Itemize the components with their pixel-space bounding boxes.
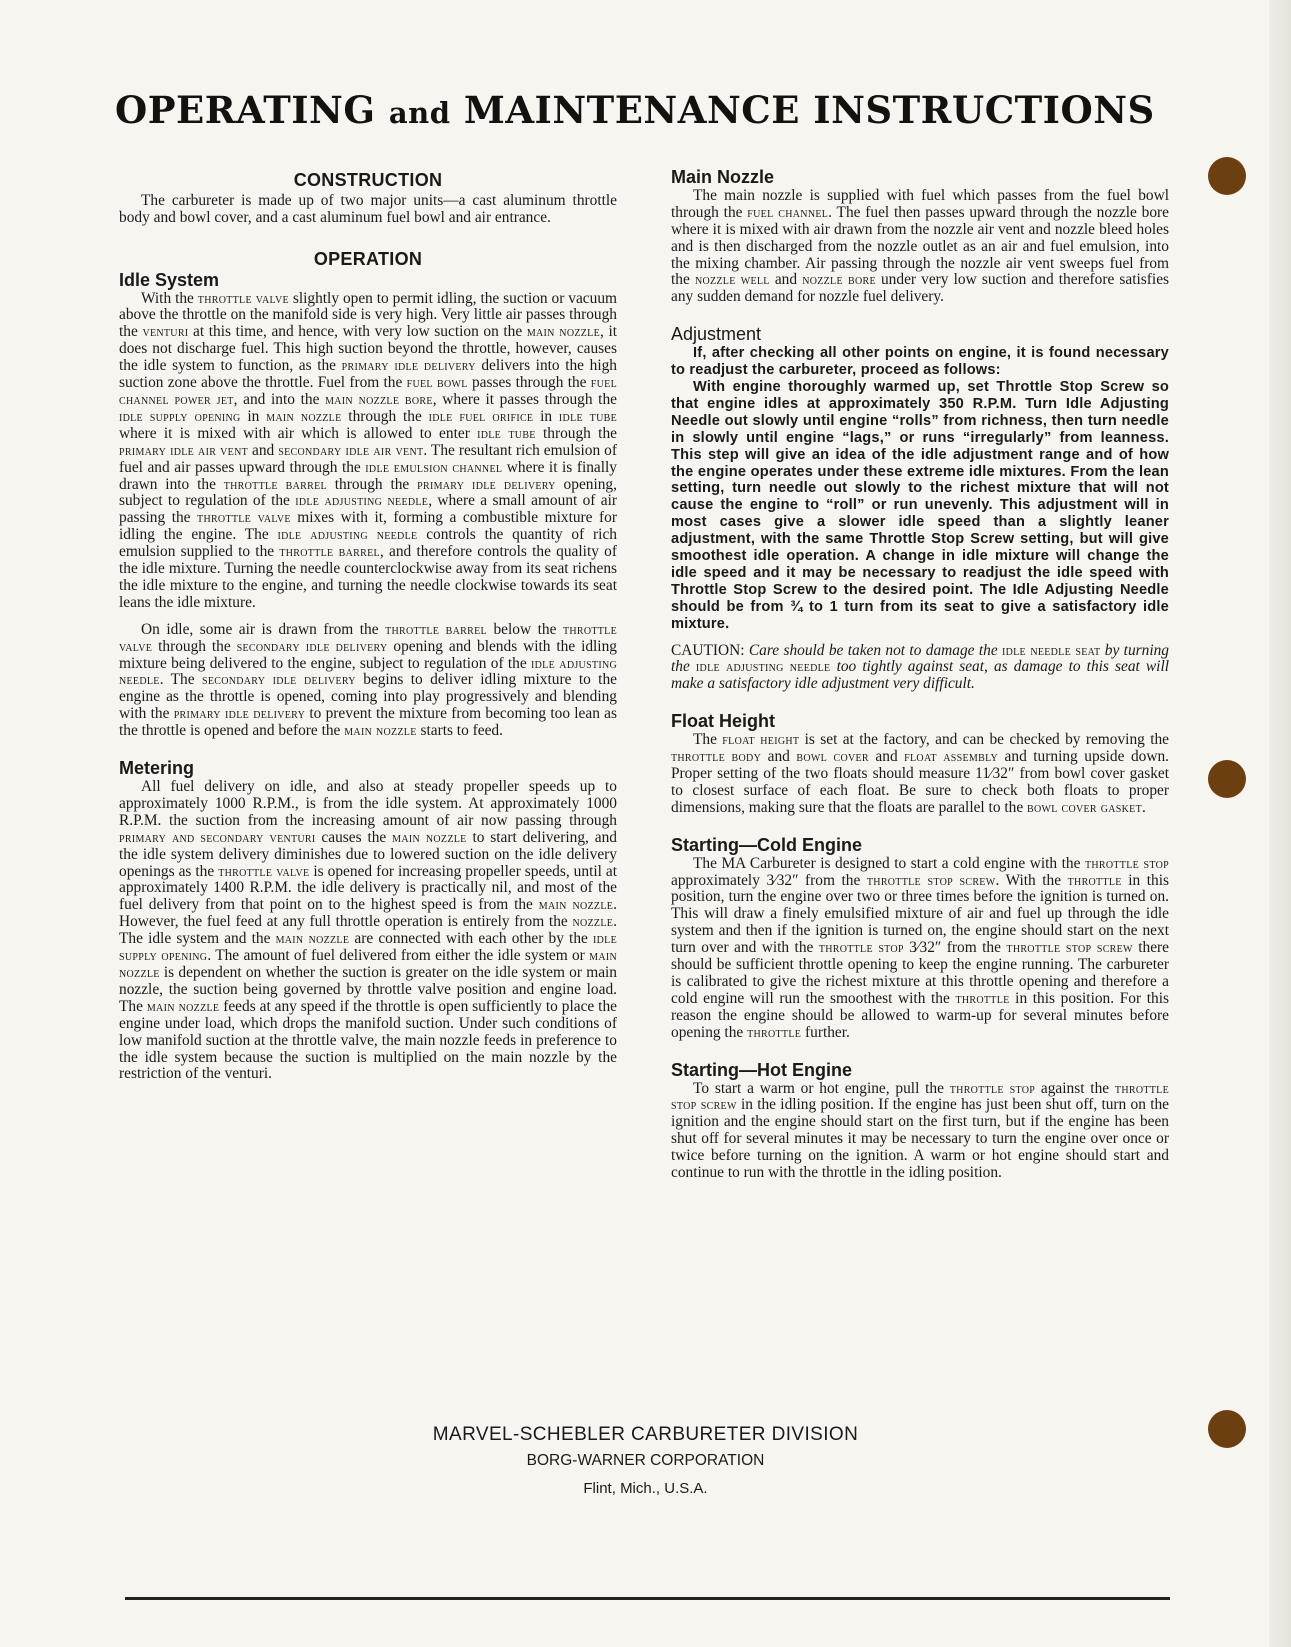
caution-note (671, 643, 1169, 694)
title-part-operating: OPERATING (115, 88, 376, 132)
punch-hole-icon (1208, 760, 1246, 798)
bottom-rule-divider (125, 1597, 1170, 1600)
footer-corporation: BORG-WARNER CORPORATION (526, 1452, 765, 1469)
idle-system-heading: Idle System (119, 269, 220, 290)
operation-heading: OPERATION (313, 248, 423, 269)
title-part-maintenance: MAINTENANCE INSTRUCTIONS (463, 88, 1155, 132)
construction-text: The carbureter is made up of two major units—a cast aluminum throttle body and bowl cover, and a cast aluminum fuel bowl and air entrance. (119, 191, 617, 226)
caution-text: Care should be taken not to damage the idle needle seat by turning the idle adjusting needle too tightly against seat, as damage to this seat will make a satisfactory idle adjustment very difficult. (671, 641, 1170, 693)
main-nozzle-heading: Main Nozzle (671, 167, 775, 187)
left-column (119, 168, 617, 1083)
starting-cold-heading: Starting—Cold Engine (671, 834, 862, 855)
punch-hole-icon (1208, 157, 1246, 195)
construction-heading: CONSTRUCTION (293, 170, 443, 190)
float-height-paragraph: The float height is set at the factory, and can be checked by removing the throttle body and bowl cover and float assembly and turning upside down. Proper setting of the two floats should measure 11⁄32″ from bowl cover gasket to closest surface of each float. Be sure to check both floats to proper dimensions, making sure that the floats are parallel to the bowl cover gasket. (671, 731, 1169, 816)
right-column (671, 169, 1169, 1182)
float-height-heading: Float Height (671, 711, 775, 732)
punch-hole-icon (1208, 1410, 1246, 1448)
adjustment-intro: If, after checking all other points on engine, it is found necessary to readjust the carbureter, proceed as follows: (671, 345, 1169, 379)
main-nozzle-paragraph: The main nozzle is supplied with fuel which passes from the fuel bowl through the fuel channel. The fuel then passes upward through the nozzle bore where it is mixed with air drawn from the nozzle air vent and nozzle bleed holes and is then discharged from the nozzle outlet as an air and fuel emulsion, into the mixing chamber. Air passing through the nozzle air vent sweeps fuel from the nozzle well and nozzle bore under very low suction and therefore satisfies any sudden demand for nozzle fuel delivery. (671, 186, 1170, 306)
metering-paragraph: All fuel delivery on idle, and also at steady propeller speeds up to approximately 1000 R.P.M., is from the idle system. At approximately 1000 R.P.M. the suction from the increasing amount of air now passing through primary and secondary venturi causes the main nozzle to start delivering, and the idle system delivery diminishes due to lowered suction on the idle delivery openings as the throttle valve is opened for increasing propeller speeds, until at approximately 1400 R.P.M. the idle delivery is practically nil, and most of the fuel delivery from that point on to the highest speed is from the main nozzle. However, the fuel feed at any full throttle operation is entirely from the nozzle. The idle system and the main nozzle are connected with each other by the idle supply opening. The amount of fuel delivered from either the idle system or main nozzle is dependent on whether the suction is greater on the idle system or main nozzle, the suction being governed by throttle valve position and engine load. The main nozzle feeds at any speed if the throttle is open sufficiently to place the engine under load, which drops the manifold suction. Under such conditions of low manifold suction at the throttle valve, the main nozzle feeds in preference to the idle system because the suction is multiplied on the main nozzle by the restriction of the venturi. (119, 778, 618, 1083)
adjustment-heading: Adjustment (671, 324, 762, 345)
caution-label: CAUTION: (671, 641, 745, 659)
adjustment-procedure: With engine thoroughly warmed up, set Throttle Stop Screw so that engine idles at approximately 350 R.P.M. Turn Idle Adjusting Needle out slowly until engine “rolls” from richness, then turn needle in slowly until engine “lags,” or runs “irregularly” from leanness. This step will give an idea of the idle adjustment range and of how the engine operates under these extreme idle mixtures. From the lean setting, turn needle out slowly to the richest mixture that will not cause the engine to “roll” or run unevenly. This adjustment will in most cases give a slower idle speed than a slightly leaner adjustment, with the same Throttle Stop Screw setting, but will give smoothest idle operation. A change in idle mixture will change the idle speed and it may be necessary to readjust the idle speed with Throttle Stop Screw to the desired point. The Idle Adjusting Needle should be from ¾ to 1 turn from its seat to give a satisfactory idle mixture. (671, 378, 1169, 632)
title-and: and (388, 96, 451, 130)
starting-hot-paragraph: To start a warm or hot engine, pull the throttle stop against the throttle stop screw in the idling position. If the engine has just been shut off, turn on the ignition and the engine should start on the first turn, but if the engine has been shut off for several minutes it may be necessary to turn the engine over once or twice before turning on the ignition. A warm or hot engine should start and continue to run with the throttle in the idling position. (671, 1079, 1169, 1182)
starting-cold-paragraph: The MA Carbureter is designed to start a cold engine with the throttle stop approximately 3⁄32″ from the throttle stop screw. With the throttle in this position, turn the engine over two or three times before the ignition is turned on. This will draw a finely emulsified mixture of air and fuel up through the idle system and then if the ignition is turned on, the engine should start on the next turn over and with the throttle stop 3⁄32″ from the throttle stop screw there should be sufficient throttle opening to keep the engine running. The carbureter is calibrated to give the richest mixture at this throttle opening and therefore a cold engine will run the smoothest with the throttle in this position. For this reason the engine should be allowed to warm-up for several minutes before opening the throttle further. (671, 854, 1170, 1041)
metering-heading: Metering (119, 758, 195, 779)
idle-system-paragraph-1: With the throttle valve slightly open to permit idling, the suction or vacuum above the throttle on the manifold side is very high. Very little air passes through the venturi at this time, and hence, with very low suction on the main nozzle, it does not discharge fuel. This high suction beyond the throttle, however, causes the idle system to function, as the primary idle delivery delivers into the high suction zone above the throttle. Fuel from the fuel bowl passes through the fuel channel power jet, and into the main nozzle bore, where it passes through the idle supply opening in main nozzle through the idle fuel orifice in idle tube where it is mixed with air which is allowed to enter idle tube through the primary idle air vent and secondary idle air vent. The resultant rich emulsion of fuel and air passes upward through the idle emulsion channel where it is finally drawn into the throttle barrel through the primary idle delivery opening, subject to regulation of the idle adjusting needle, where a small amount of air passing the throttle valve mixes with it, forming a combustible mixture for idling the engine. The idle adjusting needle controls the quantity of rich emulsion supplied to the throttle barrel, and therefore controls the quality of the idle mixture. Turning the needle counterclockwise away from its seat richens the idle mixture to the engine, and turning the needle clockwise towards its seat leans the idle mixture. (119, 289, 618, 611)
footer-location: Flint, Mich., U.S.A. (583, 1480, 708, 1497)
page-edge-shadow (1269, 0, 1291, 1647)
idle-system-paragraph-2: On idle, some air is drawn from the throttle barrel below the throttle valve through the secondary idle delivery opening and blends with the idling mixture being delivered to the engine, subject to regulation of the idle adjusting needle. The secondary idle delivery begins to deliver idling mixture to the engine as the throttle is opened, coming into play progressively and blending with the primary idle delivery to prevent the mixture from becoming too lean as the throttle is opened and before the main nozzle starts to feed. (119, 620, 618, 740)
page-title (115, 88, 1175, 132)
footer-company: MARVEL-SCHEBLER CARBURETER DIVISION (432, 1424, 859, 1445)
starting-hot-heading: Starting—Hot Engine (671, 1059, 852, 1080)
